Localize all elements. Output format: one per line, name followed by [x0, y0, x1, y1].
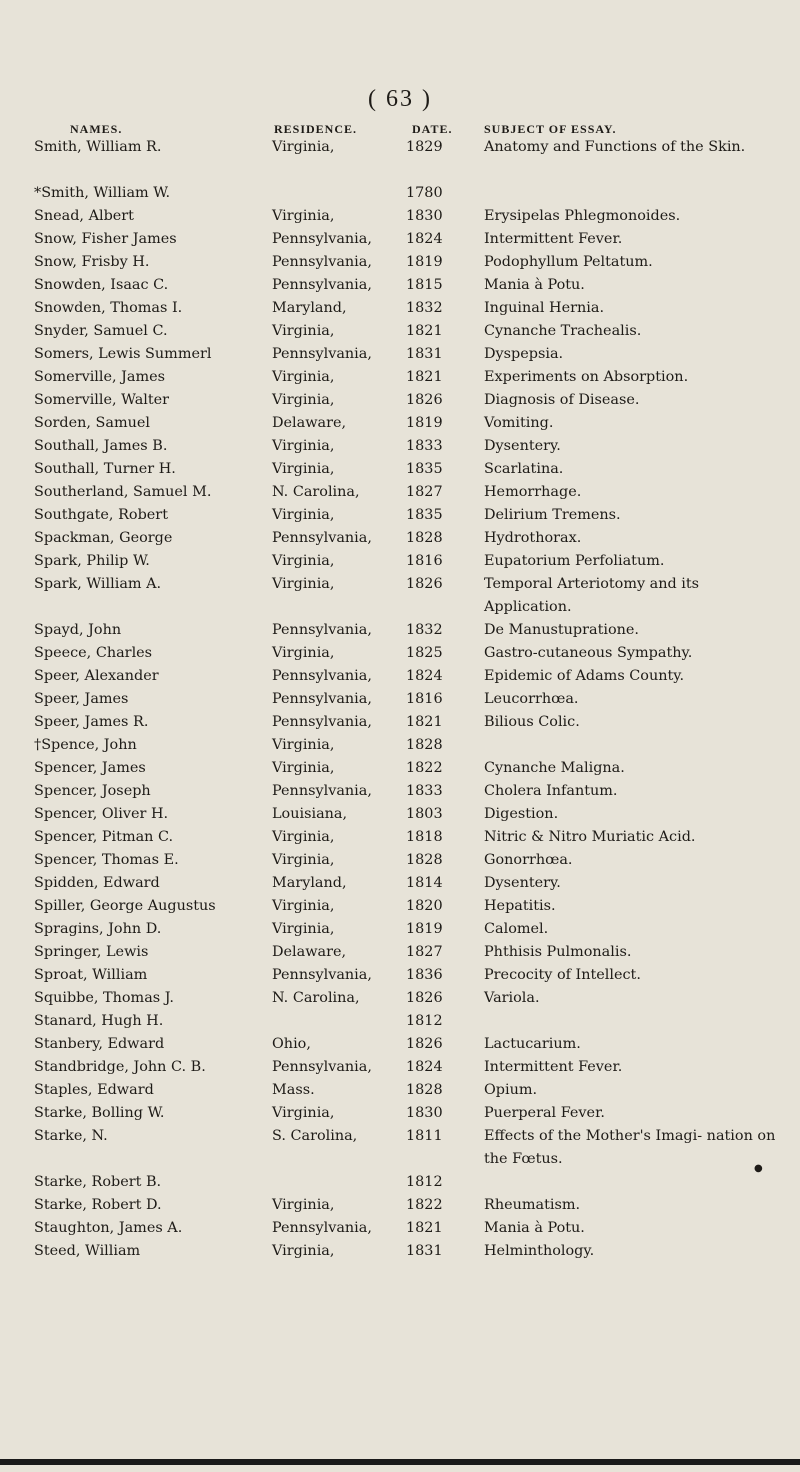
- table-row: [0, 1102, 800, 1125]
- date-cell: 1832: [406, 300, 443, 316]
- table-row: [0, 182, 800, 205]
- name-cell: Starke, N.: [34, 1128, 108, 1144]
- name-cell: Stanard, Hugh H.: [34, 1013, 164, 1029]
- table-row: [0, 320, 800, 343]
- name-cell: Spencer, Oliver H.: [34, 806, 169, 822]
- date-cell: 1822: [406, 760, 443, 776]
- table-row: [0, 343, 800, 366]
- name-cell: Starke, Robert B.: [34, 1174, 162, 1190]
- table-row: [0, 435, 800, 458]
- name-cell: Staughton, James A.: [34, 1220, 183, 1236]
- residence-cell: Pennsylvania,: [272, 668, 372, 684]
- residence-cell: Virginia,: [272, 392, 335, 408]
- name-cell: Springer, Lewis: [34, 944, 149, 960]
- residence-cell: Pennsylvania,: [272, 691, 372, 707]
- date-cell: 1830: [406, 208, 443, 224]
- date-cell: 1819: [406, 921, 443, 937]
- subject-cell: Variola.: [484, 990, 540, 1006]
- name-cell: Snowden, Thomas I.: [34, 300, 183, 316]
- subject-cell: Delirium Tremens.: [484, 507, 621, 523]
- date-cell: 1831: [406, 1243, 443, 1259]
- residence-cell: Virginia,: [272, 898, 335, 914]
- name-cell: Stanbery, Edward: [34, 1036, 165, 1052]
- name-cell: Spragins, John D.: [34, 921, 162, 937]
- table-row: [0, 1217, 800, 1240]
- table-row: [0, 1010, 800, 1033]
- date-cell: 1816: [406, 691, 443, 707]
- date-cell: 1821: [406, 1220, 443, 1236]
- date-cell: 1824: [406, 668, 443, 684]
- name-cell: Speer, James: [34, 691, 129, 707]
- subject-cell: Precocity of Intellect.: [484, 967, 641, 983]
- residence-cell: Pennsylvania,: [272, 714, 372, 730]
- table-row: [0, 1125, 800, 1171]
- subject-cell: Dyspepsia.: [484, 346, 564, 362]
- date-cell: 1826: [406, 576, 443, 592]
- table-row: [0, 642, 800, 665]
- residence-cell: Mass.: [272, 1082, 315, 1098]
- subject-cell: Mania à Potu.: [484, 277, 585, 293]
- subject-cell: Dysentery.: [484, 875, 561, 891]
- date-cell: 1821: [406, 369, 443, 385]
- subject-cell: Intermittent Fever.: [484, 1059, 623, 1075]
- subject-cell: Cynanche Maligna.: [484, 760, 625, 776]
- residence-cell: Delaware,: [272, 944, 347, 960]
- residence-cell: Virginia,: [272, 438, 335, 454]
- residence-cell: Pennsylvania,: [272, 254, 372, 270]
- residence-cell: N. Carolina,: [272, 484, 360, 500]
- residence-cell: Virginia,: [272, 737, 335, 753]
- subject-cell: Inguinal Hernia.: [484, 300, 605, 316]
- subject-cell: Cholera Infantum.: [484, 783, 618, 799]
- residence-cell: Pennsylvania,: [272, 530, 372, 546]
- table-row: [0, 458, 800, 481]
- table-row: [0, 389, 800, 412]
- residence-cell: Virginia,: [272, 829, 335, 845]
- subject-cell: Epidemic of Adams County.: [484, 668, 685, 684]
- date-cell: 1830: [406, 1105, 443, 1121]
- residence-cell: Ohio,: [272, 1036, 311, 1052]
- table-row: [0, 872, 800, 895]
- subject-cell: Gonorrhœa.: [484, 852, 573, 868]
- residence-cell: Pennsylvania,: [272, 1059, 372, 1075]
- table-row: [0, 757, 800, 780]
- date-cell: 1835: [406, 507, 443, 523]
- table-row: [0, 251, 800, 274]
- table-row: [0, 205, 800, 228]
- residence-cell: Virginia,: [272, 1105, 335, 1121]
- name-cell: Steed, William: [34, 1243, 141, 1259]
- name-cell: Spencer, Pitman C.: [34, 829, 174, 845]
- residence-cell: Virginia,: [272, 1243, 335, 1259]
- name-cell: Smith, William R.: [34, 139, 162, 155]
- date-cell: 1832: [406, 622, 443, 638]
- date-cell: 1825: [406, 645, 443, 661]
- name-cell: Snyder, Samuel C.: [34, 323, 168, 339]
- subject-cell: Bilious Colic.: [484, 714, 580, 730]
- name-cell: Speer, Alexander: [34, 668, 159, 684]
- date-cell: 1820: [406, 898, 443, 914]
- name-cell: Southerland, Samuel M.: [34, 484, 212, 500]
- residence-cell: Virginia,: [272, 760, 335, 776]
- table-row: [0, 573, 800, 619]
- table-row: [0, 274, 800, 297]
- subject-cell: Intermittent Fever.: [484, 231, 623, 247]
- date-cell: 1819: [406, 254, 443, 270]
- subject-cell: Vomiting.: [484, 415, 554, 431]
- name-cell: †Spence, John: [34, 737, 137, 753]
- residence-cell: Pennsylvania,: [272, 231, 372, 247]
- date-cell: 1824: [406, 1059, 443, 1075]
- name-cell: Snow, Frisby H.: [34, 254, 150, 270]
- table-row: [0, 504, 800, 527]
- name-cell: Speer, James R.: [34, 714, 149, 730]
- subject-cell: Leucorrhœa.: [484, 691, 579, 707]
- date-cell: 1827: [406, 484, 443, 500]
- residence-cell: Virginia,: [272, 645, 335, 661]
- subject-cell: Scarlatina.: [484, 461, 564, 477]
- subject-cell: Puerperal Fever.: [484, 1105, 605, 1121]
- name-cell: Spark, Philip W.: [34, 553, 150, 569]
- subject-cell: De Manustupratione.: [484, 622, 639, 638]
- residence-cell: Virginia,: [272, 852, 335, 868]
- name-cell: Staples, Edward: [34, 1082, 154, 1098]
- date-cell: 1780: [406, 185, 443, 201]
- date-cell: 1828: [406, 530, 443, 546]
- subject-cell: Nitric & Nitro Muriatic Acid.: [484, 829, 696, 845]
- residence-cell: Virginia,: [272, 139, 335, 155]
- date-cell: 1815: [406, 277, 443, 293]
- date-cell: 1831: [406, 346, 443, 362]
- residence-cell: Pennsylvania,: [272, 346, 372, 362]
- table-row: [0, 734, 800, 757]
- date-cell: 1829: [406, 139, 443, 155]
- subject-cell: Experiments on Absorption.: [484, 369, 689, 385]
- subject-cell: Hydrothorax.: [484, 530, 582, 546]
- subject-cell: Podophyllum Peltatum.: [484, 254, 653, 270]
- residence-cell: Virginia,: [272, 921, 335, 937]
- table-row: [0, 1171, 800, 1194]
- table-row: [0, 1056, 800, 1079]
- name-cell: Spencer, Thomas E.: [34, 852, 179, 868]
- register-table: [0, 136, 800, 1263]
- table-row: [0, 711, 800, 734]
- date-cell: 1826: [406, 990, 443, 1006]
- residence-cell: Pennsylvania,: [272, 277, 372, 293]
- table-row: [0, 297, 800, 320]
- subject-cell: Hepatitis.: [484, 898, 556, 914]
- date-cell: 1833: [406, 438, 443, 454]
- table-row: [0, 918, 800, 941]
- table-row: [0, 1240, 800, 1263]
- name-cell: Somerville, James: [34, 369, 166, 385]
- residence-cell: Virginia,: [272, 461, 335, 477]
- date-cell: 1819: [406, 415, 443, 431]
- residence-cell: Delaware,: [272, 415, 347, 431]
- table-row: [0, 228, 800, 251]
- subject-cell: Cynanche Trachealis.: [484, 323, 642, 339]
- date-cell: 1803: [406, 806, 443, 822]
- header-names: NAMES.: [70, 122, 123, 136]
- date-cell: 1826: [406, 392, 443, 408]
- name-cell: Spidden, Edward: [34, 875, 160, 891]
- name-cell: Spencer, Joseph: [34, 783, 151, 799]
- date-cell: 1816: [406, 553, 443, 569]
- date-cell: 1818: [406, 829, 443, 845]
- residence-cell: Virginia,: [272, 507, 335, 523]
- residence-cell: N. Carolina,: [272, 990, 360, 1006]
- table-row: [0, 550, 800, 573]
- table-row: [0, 987, 800, 1010]
- name-cell: Spackman, George: [34, 530, 173, 546]
- table-row: [0, 826, 800, 849]
- name-cell: *Smith, William W.: [34, 185, 171, 201]
- subject-cell: Diagnosis of Disease.: [484, 392, 640, 408]
- residence-cell: Virginia,: [272, 323, 335, 339]
- table-row: [0, 366, 800, 389]
- subject-cell: Mania à Potu.: [484, 1220, 585, 1236]
- name-cell: Snow, Fisher James: [34, 231, 177, 247]
- subject-cell: Effects of the Mother's Imagi- nation on the Fœtus.: [484, 1128, 776, 1167]
- name-cell: Starke, Bolling W.: [34, 1105, 165, 1121]
- residence-cell: Virginia,: [272, 1197, 335, 1213]
- table-row: [0, 481, 800, 504]
- date-cell: 1824: [406, 231, 443, 247]
- table-row: [0, 1194, 800, 1217]
- subject-cell: Temporal Arteriotomy and its Application.: [484, 576, 700, 615]
- residence-cell: Virginia,: [272, 369, 335, 385]
- name-cell: Standbridge, John C. B.: [34, 1059, 206, 1075]
- name-cell: Speece, Charles: [34, 645, 153, 661]
- residence-cell: Pennsylvania,: [272, 783, 372, 799]
- date-cell: 1828: [406, 852, 443, 868]
- date-cell: 1826: [406, 1036, 443, 1052]
- name-cell: Snowden, Isaac C.: [34, 277, 169, 293]
- residence-cell: Virginia,: [272, 208, 335, 224]
- header-date: DATE.: [412, 122, 453, 136]
- subject-cell: Dysentery.: [484, 438, 561, 454]
- name-cell: Somers, Lewis Summerl: [34, 346, 212, 362]
- residence-cell: Virginia,: [272, 553, 335, 569]
- subject-cell: Phthisis Pulmonalis.: [484, 944, 632, 960]
- table-row: [0, 665, 800, 688]
- date-cell: 1814: [406, 875, 443, 891]
- subject-cell: Erysipelas Phlegmonoides.: [484, 208, 681, 224]
- name-cell: Somerville, Walter: [34, 392, 170, 408]
- subject-cell: Anatomy and Functions of the Skin.: [484, 139, 746, 155]
- bottom-rule: [0, 1459, 800, 1465]
- date-cell: 1828: [406, 737, 443, 753]
- residence-cell: Virginia,: [272, 576, 335, 592]
- date-cell: 1822: [406, 1197, 443, 1213]
- header-subject: SUBJECT OF ESSAY.: [484, 122, 617, 136]
- date-cell: 1821: [406, 323, 443, 339]
- header-residence: RESIDENCE.: [274, 122, 358, 136]
- table-row: [0, 803, 800, 826]
- name-cell: Sorden, Samuel: [34, 415, 151, 431]
- table-row: [0, 619, 800, 642]
- page-number: ( 63 ): [368, 86, 432, 112]
- date-cell: 1833: [406, 783, 443, 799]
- date-cell: 1821: [406, 714, 443, 730]
- subject-cell: Calomel.: [484, 921, 549, 937]
- table-row: [0, 136, 800, 182]
- residence-cell: Pennsylvania,: [272, 622, 372, 638]
- subject-cell: Opium.: [484, 1082, 538, 1098]
- table-row: [0, 1033, 800, 1056]
- name-cell: Spiller, George Augustus: [34, 898, 216, 914]
- name-cell: Spark, William A.: [34, 576, 162, 592]
- date-cell: 1836: [406, 967, 443, 983]
- date-cell: 1811: [406, 1128, 443, 1144]
- subject-cell: Helminthology.: [484, 1243, 595, 1259]
- table-row: [0, 941, 800, 964]
- residence-cell: Maryland,: [272, 300, 347, 316]
- residence-cell: Maryland,: [272, 875, 347, 891]
- bullet-mark: ●: [754, 1163, 763, 1174]
- table-row: [0, 964, 800, 987]
- residence-cell: Pennsylvania,: [272, 967, 372, 983]
- name-cell: Spencer, James: [34, 760, 146, 776]
- name-cell: Southgate, Robert: [34, 507, 168, 523]
- subject-cell: Gastro-cutaneous Sympathy.: [484, 645, 693, 661]
- table-row: [0, 1079, 800, 1102]
- table-row: [0, 412, 800, 435]
- subject-cell: Lactucarium.: [484, 1036, 581, 1052]
- date-cell: 1828: [406, 1082, 443, 1098]
- residence-cell: Louisiana,: [272, 806, 348, 822]
- name-cell: Starke, Robert D.: [34, 1197, 162, 1213]
- date-cell: 1835: [406, 461, 443, 477]
- table-row: [0, 849, 800, 872]
- name-cell: Squibbe, Thomas J.: [34, 990, 174, 1006]
- subject-cell: Digestion.: [484, 806, 559, 822]
- table-row: [0, 527, 800, 550]
- subject-cell: Hemorrhage.: [484, 484, 582, 500]
- date-cell: 1812: [406, 1174, 443, 1190]
- residence-cell: S. Carolina,: [272, 1128, 358, 1144]
- subject-cell: Rheumatism.: [484, 1197, 581, 1213]
- table-row: [0, 780, 800, 803]
- residence-cell: Pennsylvania,: [272, 1220, 372, 1236]
- name-cell: Spayd, John: [34, 622, 122, 638]
- name-cell: Southall, Turner H.: [34, 461, 176, 477]
- subject-cell: Eupatorium Perfoliatum.: [484, 553, 665, 569]
- name-cell: Sproat, William: [34, 967, 148, 983]
- date-cell: 1812: [406, 1013, 443, 1029]
- table-row: [0, 688, 800, 711]
- name-cell: Southall, James B.: [34, 438, 168, 454]
- name-cell: Snead, Albert: [34, 208, 134, 224]
- date-cell: 1827: [406, 944, 443, 960]
- table-row: [0, 895, 800, 918]
